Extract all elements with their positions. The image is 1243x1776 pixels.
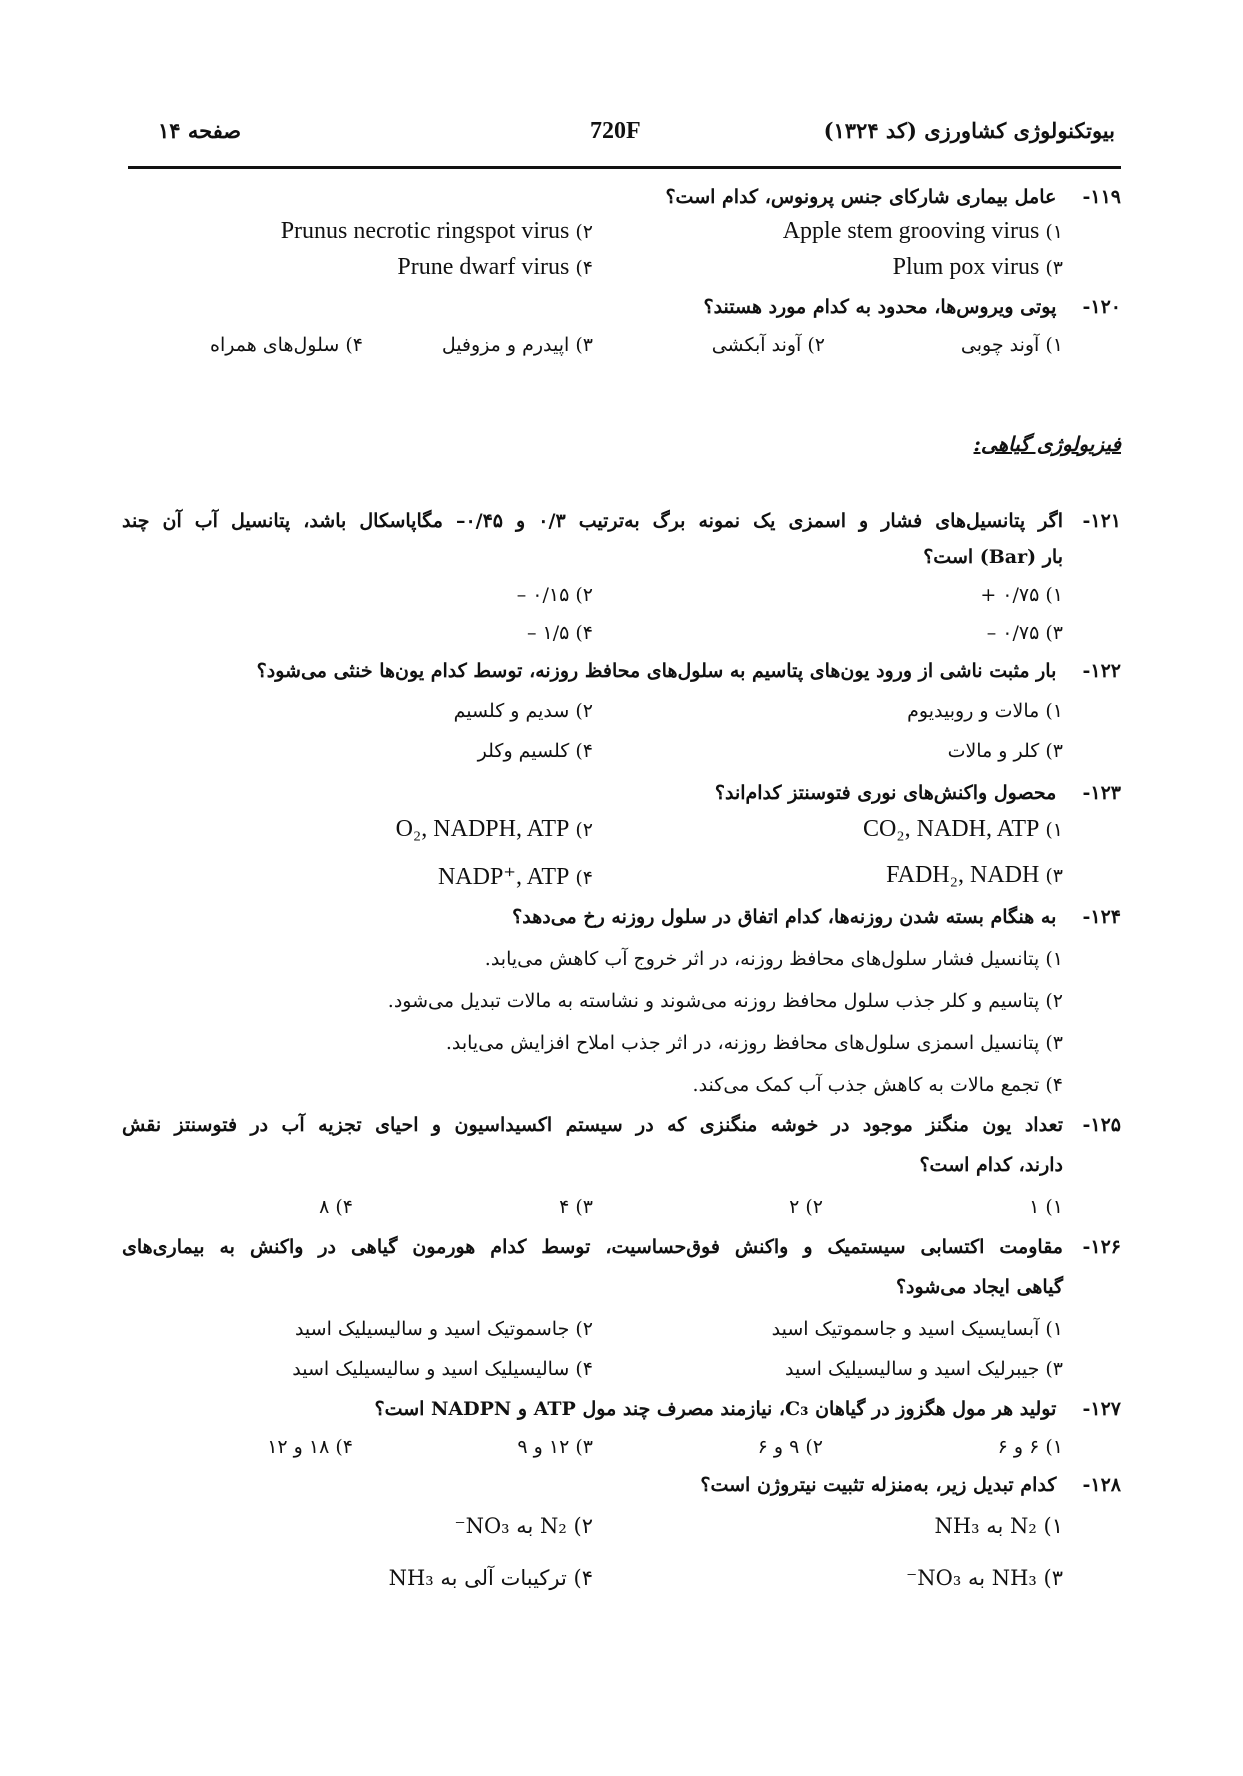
option-3: ۳) ۱۲ و ۹ bbox=[517, 1436, 593, 1458]
option-2: ۲) O₂, NADPH, ATP bbox=[395, 816, 593, 842]
option-4: ۴) ۱/۵ – bbox=[526, 622, 593, 644]
option-1: ۱) مالات و روبیدیوم bbox=[907, 700, 1063, 722]
option-1: ۱) Apple stem grooving virus bbox=[782, 218, 1063, 244]
option-1: ۱) N₂ به NH₃ bbox=[934, 1514, 1063, 1538]
question-text: پوتی ویروس‌ها، محدود به کدام مورد هستند؟ bbox=[703, 296, 1057, 318]
section-title: فیزیولوژی گیاهی: bbox=[973, 432, 1121, 456]
option-2: ۲) ۰/۱۵ – bbox=[516, 584, 593, 606]
question-number: ۱۱۹- bbox=[1082, 186, 1121, 208]
option-4: ۴) ترکیبات آلی به NH₃ bbox=[388, 1566, 593, 1590]
option-2: ۲) ۲ bbox=[789, 1196, 823, 1218]
question-text: بار مثبت ناشی از ورود یون‌های پتاسیم به سلول‌های محافظ روزنه، توسط کدام یون‌ها خنثی می‌شود؟ bbox=[256, 660, 1057, 682]
option-4: ۴) تجمع مالات به کاهش جذب آب کمک می‌کند. bbox=[692, 1074, 1063, 1096]
option-4: ۴) Prune dwarf virus bbox=[397, 254, 593, 280]
question-125-line1: تعداد یون منگنز موجود در خوشه منگنزی که در سیستم اکسیداسیون و احیای تجزیه آب در فتوسنتز نقش bbox=[122, 1114, 1063, 1136]
option-2: ۲) Prunus necrotic ringspot virus bbox=[280, 218, 593, 244]
question-123 bbox=[715, 782, 1121, 804]
option-3: ۳) پتانسیل اسمزی سلول‌های محافظ روزنه، در اثر جذب املاح افزایش می‌یابد. bbox=[445, 1032, 1063, 1054]
question-126-number: ۱۲۶- bbox=[1082, 1236, 1121, 1258]
question-number: ۱۲۴- bbox=[1082, 906, 1121, 928]
header-exam-code: 720F bbox=[590, 118, 641, 144]
question-119 bbox=[665, 186, 1121, 208]
question-text: تولید هر مول هگزوز در گیاهان C₃، نیازمند مصرف چند مول ATP و NADPN است؟ bbox=[374, 1398, 1057, 1420]
option-1: ۱) آوند چوبی bbox=[960, 334, 1063, 356]
option-1: ۱) پتانسیل فشار سلول‌های محافظ روزنه، در اثر خروج آب کاهش می‌یابد. bbox=[484, 948, 1063, 970]
option-4: ۴) سالیسیلیک اسید و سالیسیلیک اسید bbox=[292, 1358, 593, 1380]
option-2: ۲) جاسموتیک اسید و سالیسیلیک اسید bbox=[294, 1318, 593, 1340]
question-text: عامل بیماری شارکای جنس پرونوس، کدام است؟ bbox=[665, 186, 1057, 208]
option-4: ۴) NADP⁺, ATP bbox=[437, 864, 593, 890]
option-4: ۴) ۸ bbox=[319, 1196, 353, 1218]
option-2: ۲) سدیم و کلسیم bbox=[453, 700, 593, 722]
question-121-line1: اگر پتانسیل‌های فشار و اسمزی یک نمونه برگ به‌ترتیب ۰/۳ و ۰/۴۵– مگاپاسکال باشد، پتانسیل آب آن چند bbox=[122, 510, 1064, 532]
option-4: ۴) سلول‌های همراه bbox=[210, 334, 363, 356]
question-122 bbox=[257, 660, 1121, 682]
question-number: ۱۲۸- bbox=[1082, 1474, 1121, 1496]
question-128 bbox=[700, 1474, 1121, 1496]
option-1: ۱) ۶ و ۶ bbox=[997, 1436, 1063, 1458]
header-exam-title: بیوتکنولوژی کشاورزی (کد ۱۳۲۴) bbox=[823, 118, 1115, 143]
question-124 bbox=[512, 906, 1121, 928]
question-126-line2: گیاهی ایجاد می‌شود؟ bbox=[895, 1276, 1063, 1298]
option-1: ۱) ۰/۷۵ + bbox=[980, 584, 1063, 606]
option-1: ۱) آبسایسیک اسید و جاسموتیک اسید bbox=[771, 1318, 1063, 1340]
header-divider bbox=[128, 166, 1121, 169]
option-3: ۳) جیبرلیک اسید و سالیسیلیک اسید bbox=[785, 1358, 1063, 1380]
option-3: ۳) Plum pox virus bbox=[892, 254, 1063, 280]
question-number: ۱۲۲- bbox=[1082, 660, 1121, 682]
option-3: ۳) اپیدرم و مزوفیل bbox=[441, 334, 593, 356]
question-number: ۱۲۰- bbox=[1082, 296, 1121, 318]
option-1: ۱) ۱ bbox=[1029, 1196, 1063, 1218]
option-1: ۱) CO₂, NADH, ATP bbox=[862, 816, 1063, 842]
option-2: ۲) N₂ به NO₃⁻ bbox=[454, 1514, 593, 1538]
question-125-number: ۱۲۵- bbox=[1082, 1114, 1121, 1136]
question-125-line2: دارند، کدام است؟ bbox=[919, 1154, 1063, 1176]
option-3: ۳) ۴ bbox=[559, 1196, 593, 1218]
option-2: ۲) پتاسیم و کلر جذب سلول محافظ روزنه می‌شوند و نشاسته به مالات تبدیل می‌شود. bbox=[387, 990, 1063, 1012]
question-text: کدام تبدیل زیر، به‌منزله تثبیت نیتروژن است؟ bbox=[700, 1474, 1057, 1496]
option-3: ۳) NH₃ به NO₃⁻ bbox=[906, 1566, 1063, 1590]
question-121-number: ۱۲۱- bbox=[1082, 510, 1121, 532]
header-page-number: صفحه ۱۴ bbox=[158, 118, 242, 143]
option-3: ۳) FADH₂, NADH bbox=[886, 862, 1063, 888]
question-121-line2: بار (Bar) است؟ bbox=[923, 546, 1063, 568]
question-126-line1: مقاومت اکتسابی سیستمیک و واکنش فوق‌حساسیت، توسط کدام هورمون گیاهی در واکنش به بیماری‌های bbox=[122, 1236, 1063, 1258]
question-127 bbox=[374, 1398, 1121, 1420]
question-number: ۱۲۳- bbox=[1082, 782, 1121, 804]
question-text: به هنگام بسته شدن روزنه‌ها، کدام اتفاق در سلول روزنه رخ می‌دهد؟ bbox=[512, 906, 1057, 928]
question-120 bbox=[703, 296, 1121, 318]
option-3: ۳) کلر و مالات bbox=[947, 740, 1063, 762]
option-2: ۲) آوند آبکشی bbox=[711, 334, 825, 356]
option-4: ۴) کلسیم وکلر bbox=[477, 740, 593, 762]
option-3: ۳) ۰/۷۵ – bbox=[986, 622, 1063, 644]
question-text: محصول واکنش‌های نوری فتوسنتز کدام‌اند؟ bbox=[714, 782, 1057, 804]
question-number: ۱۲۷- bbox=[1082, 1398, 1121, 1420]
option-4: ۴) ۱۸ و ۱۲ bbox=[267, 1436, 353, 1458]
option-2: ۲) ۹ و ۶ bbox=[757, 1436, 823, 1458]
